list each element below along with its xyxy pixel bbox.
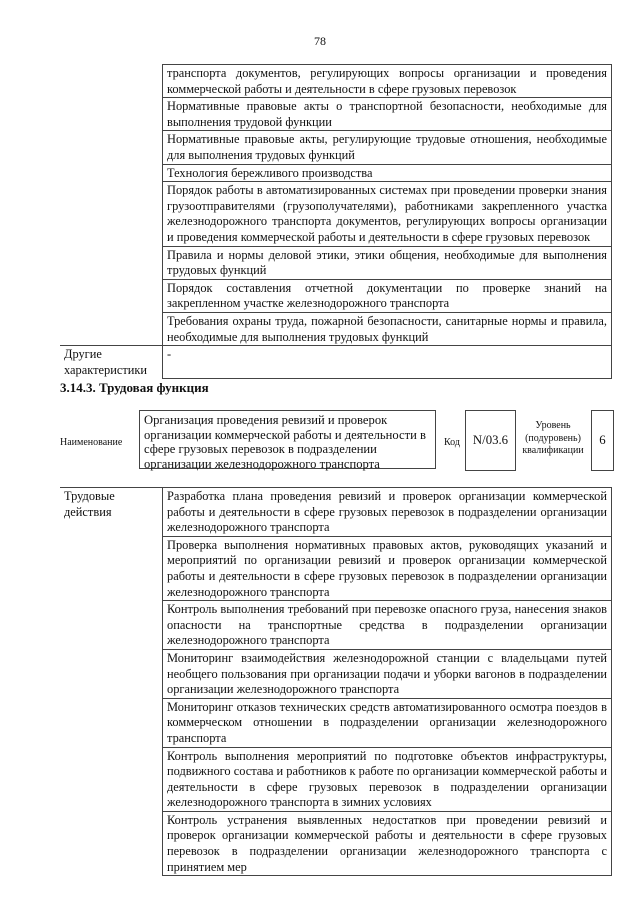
other-characteristics-value: - bbox=[163, 346, 612, 379]
empty-label-cell bbox=[60, 182, 163, 246]
table-row: Мониторинг отказов технических средств автоматизированного осмотра поездов в коммерческом отношении в подразделении организации железнодорожного транспорта bbox=[163, 698, 612, 747]
table-row: Контроль выполнения мероприятий по подготовке объектов инфраструктуры, подвижного состава и работников к работе по организации коммерческой работы и деятельности в сфере грузовых перевозок в подразделении организации железнодорожного транспорта в зимних условиях bbox=[163, 747, 612, 811]
function-code-value: N/03.6 bbox=[465, 410, 516, 471]
table-row: Требования охраны труда, пожарной безопасности, санитарные нормы и правила, необходимые для выполнения трудовых функций bbox=[163, 312, 612, 345]
function-name-label: Наименование bbox=[60, 437, 123, 448]
table-row: Порядок работы в автоматизированных системах при проведении проверки знания грузоотправителями (грузополучателями), работниками закрепленного участка железнодорожного транспорта документов, регулирующих вопросы организации и проведения коммерческой работы и деятельности в сфере грузовых перевозок bbox=[163, 182, 612, 246]
empty-label-cell bbox=[60, 164, 163, 182]
empty-label-cell bbox=[60, 131, 163, 164]
table-row: Порядок составления отчетной документации по проверке знаний на закрепленном участке железнодорожного транспорта bbox=[163, 279, 612, 312]
table-row: Разработка плана проведения ревизий и проверок организации коммерческой работы и деятельности в сфере грузовых перевозок в подразделении организации железнодорожного транспорта bbox=[163, 488, 612, 537]
qualification-level-label: Уровень (подуровень) квалификации bbox=[522, 420, 584, 456]
table-row: транспорта документов, регулирующих вопросы организации и проведения коммерческой работы и деятельности в сфере грузовых перевозок bbox=[163, 65, 612, 98]
table-row: Мониторинг взаимодействия железнодорожной станции с владельцами путей необщего пользования при организации подачи и уборки вагонов в подразделении организации железнодорожного транспорта bbox=[163, 649, 612, 698]
table-row: Проверка выполнения нормативных правовых актов, руководящих указаний и мероприятий по организации ревизий и проверок организации коммерческой работы и деятельности в сфере грузовых перевозок в подразделении организации железнодорожного транспорта bbox=[163, 536, 612, 600]
empty-label-cell bbox=[60, 246, 163, 279]
function-code-label: Код bbox=[444, 437, 460, 448]
empty-label-cell bbox=[60, 65, 163, 98]
table-row: Контроль устранения выявленных недостатков при проведении ревизий и проверок организации коммерческой работы и деятельности в сфере грузовых перевозок в подразделении организации железнодорожного транспорта с принятием мер bbox=[163, 811, 612, 875]
section-heading: 3.14.3. Трудовая функция bbox=[60, 380, 209, 395]
empty-label-cell bbox=[60, 312, 163, 345]
table-row: Контроль выполнения требований при перевозке опасного груза, нанесения знаков опасности на транспортные средства в подразделении организации железнодорожного транспорта bbox=[163, 601, 612, 650]
table-row: Правила и нормы деловой этики, этики общения, необходимые для выполнения трудовых функций bbox=[163, 246, 612, 279]
empty-label-cell bbox=[60, 279, 163, 312]
table-row: Технология бережливого производства bbox=[163, 164, 612, 182]
table-row: Нормативные правовые акты о транспортной безопасности, необходимые для выполнения трудовой функции bbox=[163, 98, 612, 131]
knowledge-table bbox=[60, 64, 612, 379]
page-number: 78 bbox=[314, 34, 326, 48]
qualification-level-value: 6 bbox=[591, 410, 614, 471]
table-row: Нормативные правовые акты, регулирующие трудовые отношения, необходимые для выполнения трудовых функций bbox=[163, 131, 612, 164]
labor-actions-label: Трудовые действия bbox=[60, 488, 163, 876]
other-characteristics-label: Другие характеристики bbox=[60, 346, 163, 379]
labor-actions-table bbox=[60, 487, 612, 876]
empty-label-cell bbox=[60, 98, 163, 131]
function-name-value: Организация проведения ревизий и проверок организации коммерческой работы и деятельности в сфере грузовых перевозок в подразделении организации железнодорожного транспорта bbox=[139, 410, 436, 469]
